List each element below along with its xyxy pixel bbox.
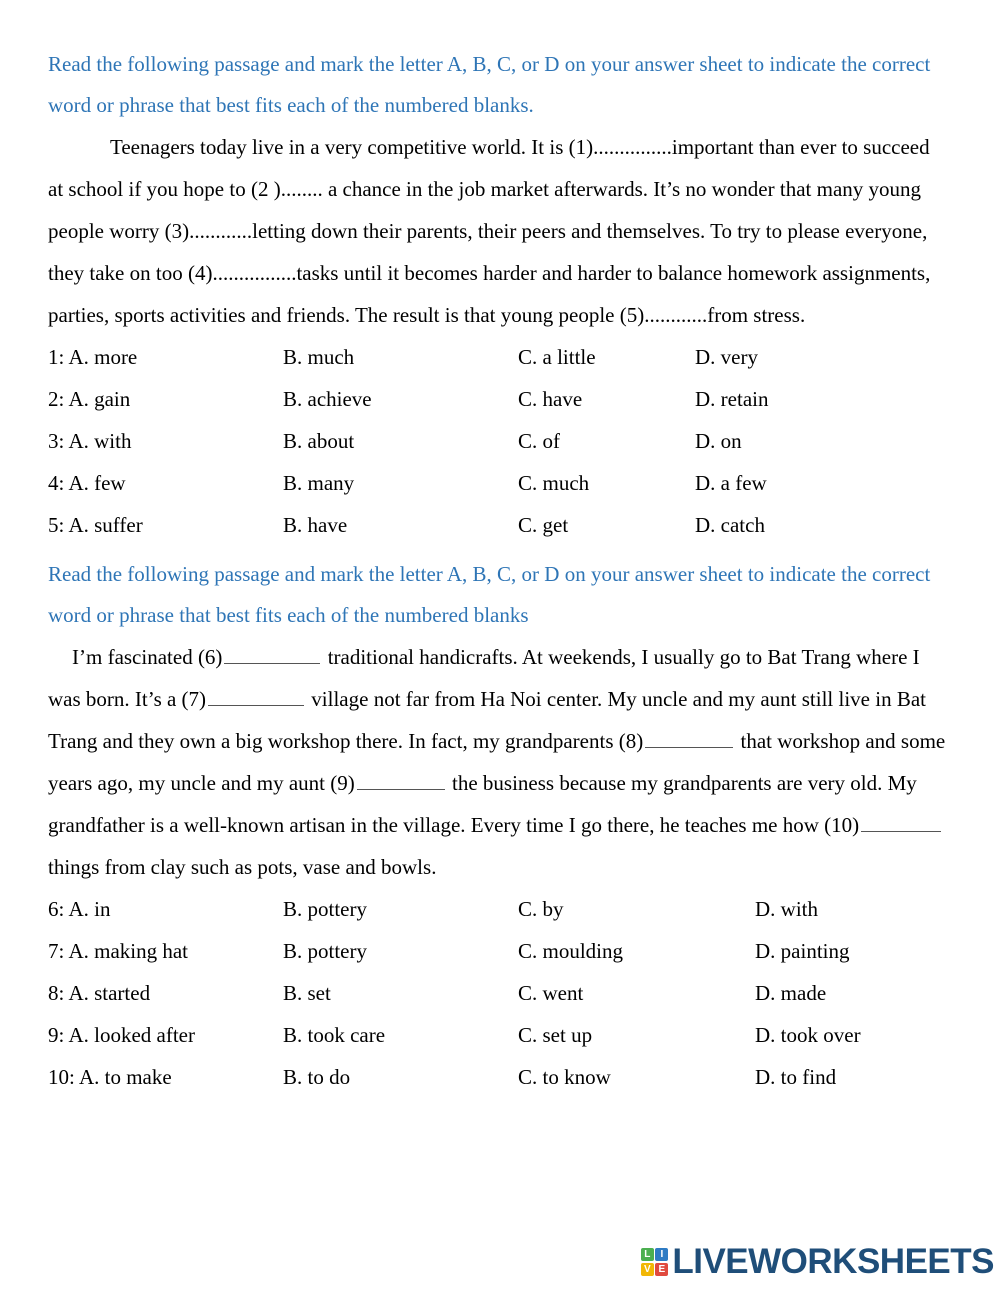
question-10-option-a-label: A. to make [78,1065,172,1089]
question-5-option-c[interactable]: C. get [518,513,569,537]
question-2-option-a-label: A. gain [68,387,131,411]
logo-tile-e: E [655,1263,668,1276]
question-6-option-c[interactable]: C. by [518,897,564,921]
question-4-option-a-label: A. few [68,471,126,495]
question-5-option-b[interactable]: B. have [283,513,348,537]
passage2-text-4: that workshop and some years ago, my uncle and my aunt (9) [48,729,946,795]
worksheet-content [48,44,948,1098]
section2-instruction: Read the following passage and mark the letter A, B, C, or D on your answer sheet to indicate the correct word or phrase that best fits each of the numbered blanks [48,562,931,627]
question-7-option-d[interactable]: D. painting [755,939,850,963]
question-row-2 [48,378,948,420]
question-8-number: 8: [48,981,65,1005]
liveworksheets-logo[interactable] [641,1240,994,1284]
question-9-option-b[interactable]: B. took care [283,1023,386,1047]
question-5-option-d[interactable]: D. catch [695,513,765,537]
passage1-text-2: important than ever to succeed at school if you hope to (2 ) [48,135,930,201]
logo-tile-l: L [641,1248,654,1261]
passage2-text-5: the business because my grandparents are very old. My grandfather is a well-known artisan in the village. Every time I go there, he teaches me how (10) [48,771,917,837]
question-8-option-d[interactable]: D. made [755,981,827,1005]
question-6-number: 6: [48,897,65,921]
passage1-text-3: a chance in the job market afterwards. It’s no wonder that many young people worry (3) [48,177,922,243]
question-2-option-a[interactable] [48,378,130,420]
passage2-blank-9 [357,774,445,790]
question-4-option-c[interactable]: C. much [518,471,590,495]
question-5-number: 5: [48,513,65,537]
passage2-blank-6 [224,648,320,664]
question-row-4 [48,462,948,504]
question-3-option-a[interactable] [48,420,131,462]
section1-instruction: Read the following passage and mark the letter A, B, C, or D on your answer sheet to indicate the correct word or phrase that best fits each of the numbered blanks. [48,52,931,117]
footer [0,1240,1000,1290]
question-row-3 [48,420,948,462]
question-7-number: 7: [48,939,65,963]
logo-tiles [641,1248,669,1276]
question-row-7 [48,930,948,972]
question-9-option-c[interactable]: C. set up [518,1023,593,1047]
passage1-blank-4: ................ [212,261,297,285]
section2-passage [48,636,948,888]
question-10-option-c[interactable]: C. to know [518,1065,611,1089]
question-3-option-b[interactable]: B. about [283,429,355,453]
logo-wordmark: LIVEWORKSHEETS [672,1242,994,1281]
question-9-number: 9: [48,1023,65,1047]
question-2-option-d[interactable]: D. retain [695,387,769,411]
passage2-text-6: things from clay such as pots, vase and bowls. [48,855,437,879]
question-row-5 [48,504,948,546]
question-2-option-c[interactable]: C. have [518,387,583,411]
question-7-option-a[interactable] [48,930,188,972]
question-9-option-a[interactable] [48,1014,195,1056]
question-4-number: 4: [48,471,65,495]
question-7-option-c[interactable]: C. moulding [518,939,624,963]
section1-options [48,336,948,546]
question-1-option-a-label: A. more [68,345,138,369]
question-3-option-c[interactable]: C. of [518,429,560,453]
question-1-option-a[interactable] [48,336,137,378]
section2-options [48,888,948,1098]
passage1-text-5: tasks until it becomes harder and harder to balance homework assignments, parties, sports activities and friends. The result is that young people (5) [48,261,931,327]
question-10-option-a[interactable] [48,1056,172,1098]
question-5-option-a-label: A. suffer [68,513,143,537]
passage2-text-3: village not far from Ha Noi center. My uncle and my aunt still live in Bat Trang and they own a big workshop there. In fact, my grandparents (8) [48,687,926,753]
question-8-option-b[interactable]: B. set [283,981,331,1005]
question-1-option-c[interactable]: C. a little [518,345,596,369]
question-8-option-a[interactable] [48,972,150,1014]
question-4-option-d[interactable]: D. a few [695,471,767,495]
question-6-option-b[interactable]: B. pottery [283,897,367,921]
section-spacer [48,546,948,554]
question-3-option-d[interactable]: D. on [695,429,742,453]
question-10-option-d[interactable]: D. to find [755,1065,837,1089]
passage1-blank-3: ............ [189,219,253,243]
question-2-number: 2: [48,387,65,411]
question-7-option-a-label: A. making hat [68,939,188,963]
passage1-blank-2: ........ [280,177,323,201]
passage1-blank-1: ............... [593,135,672,159]
passage1-blank-5: ............ [644,303,708,327]
question-row-6 [48,888,948,930]
logo-tile-v: V [641,1263,654,1276]
question-10-option-b[interactable]: B. to do [283,1065,351,1089]
passage2-text-1: I’m fascinated (6) [72,645,223,669]
question-9-option-a-label: A. looked after [68,1023,195,1047]
question-10-number: 10: [48,1065,75,1089]
question-row-1 [48,336,948,378]
question-row-8 [48,972,948,1014]
section1-passage [48,126,948,336]
passage1-text-1: Teenagers today live in a very competitive world. It is (1) [110,135,594,159]
logo-tile-i: I [655,1248,668,1261]
question-6-option-a-label: A. in [68,897,111,921]
question-6-option-a[interactable] [48,888,110,930]
question-row-10 [48,1056,948,1098]
passage1-text-4: letting down their parents, their peers and themselves. To try to please everyone, they take on too (4) [48,219,928,285]
question-3-number: 3: [48,429,65,453]
passage2-blank-7 [208,690,304,706]
question-5-option-a[interactable] [48,504,143,546]
question-7-option-b[interactable]: B. pottery [283,939,367,963]
question-1-number: 1: [48,345,65,369]
question-row-9 [48,1014,948,1056]
question-6-option-d[interactable]: D. with [755,897,818,921]
passage2-blank-8 [645,732,733,748]
question-1-option-d[interactable]: D. very [695,345,758,369]
question-8-option-c[interactable]: C. went [518,981,584,1005]
question-2-option-b[interactable]: B. achieve [283,387,372,411]
question-1-option-b[interactable]: B. much [283,345,355,369]
question-3-option-a-label: A. with [68,429,132,453]
question-8-option-a-label: A. started [68,981,151,1005]
passage2-blank-10 [861,816,941,832]
passage1-text-6: from stress. [707,303,806,327]
question-4-option-a[interactable] [48,462,126,504]
question-4-option-b[interactable]: B. many [283,471,355,495]
question-9-option-d[interactable]: D. took over [755,1023,861,1047]
passage2-text-2: traditional handicrafts. At weekends, I usually go to Bat Trang where I was born. It’s a (7) [48,645,920,711]
